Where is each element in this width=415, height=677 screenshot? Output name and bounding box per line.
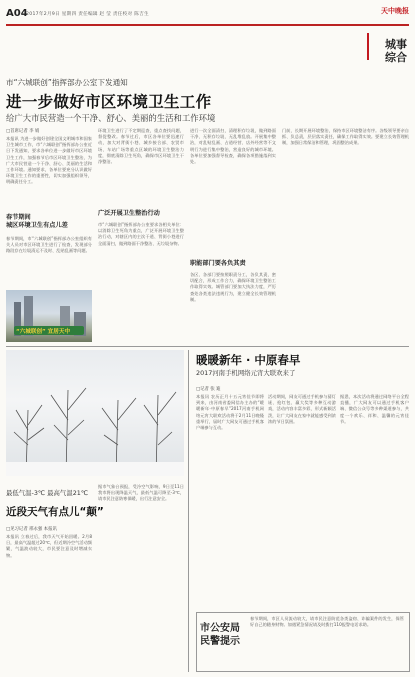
- subsection1-text: 春节期间，市“六城联创”指挥部办公室组织有关人员对市区环境卫生进行了检查，发现部分路段存在垃圾清运不及时、乱贴乱画等问题。: [6, 236, 92, 254]
- police-notice-text: 春节期间，市区人员流动较大，请市民注意防范各类盗窃、诈骗案件的发生，保管好自己的随身财物。如遇紧急情况请及时拨打110报警电话求助。: [250, 616, 404, 628]
- main-subhead: 给广大市民营造一个干净、舒心、美丽的生活和工作环境: [6, 113, 216, 123]
- festival-subtitle: 2017河南手机网络元宵大联欢来了: [196, 369, 296, 377]
- weather-headline: 近段天气有点儿“颠”: [6, 506, 104, 518]
- snow-photo: [6, 350, 184, 476]
- festival-col2: 活动期间，网友可通过手机参与猜灯谜、抢红包、赢大奖等多种互动游戏，活动内容丰富多彩，形式新颖活泼，让广大网友在家中就能感受到浓浓的节日氛围。: [268, 394, 336, 424]
- main-byline: □首席记者 李 娟: [6, 129, 40, 134]
- subsection3-title: 职能部门要各负其责: [190, 260, 246, 267]
- police-notice-title: 市公安局 民警提示: [200, 623, 240, 647]
- subsection1-title: 春节期间 城区环境卫生有点儿差: [6, 214, 68, 229]
- festival-byline: □记者 张 迪: [196, 387, 221, 392]
- festival-col3: 据悉，本次活动将通过网络平台全程直播，广大网友可以通过手机客户端、微信公众号等多种渠道参与，共度一个欢乐、祥和、温馨的元宵佳节。: [340, 394, 409, 424]
- main-col2: 环境卫生进行了不定期巡查，重点查找问题，督促整改。春节过后，市区各单位要迅速行动，加大对背街小巷、城乡接合部、农贸市场、车站广场等重点区域的环境卫生整治力度，彻底清除卫生死角，确保市区环境卫生干净整洁。: [98, 128, 184, 165]
- main-headline: 进一步做好市区环境卫生工作: [6, 93, 212, 111]
- subsection2-text: 市“六城联创”指挥部办公室要求各相关单位：以消除卫生死角为重点，广泛开展环境卫生整治行动，对辖区内的主次干道、背街小巷进行全面清扫，做到路面干净整洁、无垃圾杂物。: [98, 222, 184, 246]
- vertical-divider: [188, 350, 189, 672]
- subsection3-text: 各区、各部门要按照职责分工，各负其责，密切配合，形成工作合力，确保环境卫生整治工作取得实效。城管部门要加大执法力度，严厉查处各类违法违规行为，建立健全长效管理机制。: [190, 272, 276, 302]
- date-line: 2017年2月9日 星期四 责任编辑 赵 莹 责任校对 陈吉生: [26, 12, 149, 17]
- festival-col1: 本报讯 农历正月十五元宵佳节即将到来，由河南省委网信办主办的“暖暖新年·中原春早”2017河南手机网络元宵大联欢活动将于2月11日晚隆重举行，届时广大网友可通过手机客户端参与互动。: [196, 394, 264, 431]
- city-photo: [6, 290, 92, 342]
- main-col3: 进行一次全面清扫，清理积存垃圾，做到路面干净、无积存垃圾、无乱堆乱放。开展集中整治，对乱贴乱画、占道经营、店外经营等不文明行为进行集中整治，营造良好的城市环境。各单位要加强督导检查，确保各项措施落到实处。: [190, 128, 276, 165]
- paper-name: 天中晚报: [381, 7, 409, 15]
- mid-divider: [6, 346, 409, 347]
- weather-temp-range: 最低气温-3℃ 最高气温21℃: [6, 489, 89, 497]
- festival-title: 暖暖新年 · 中原春早: [196, 353, 301, 367]
- photo-banner-text: “六城联创” 宜居天中: [16, 329, 71, 335]
- section-label: 城事综合: [385, 38, 407, 64]
- page-number: A04: [6, 8, 28, 19]
- top-divider: [6, 24, 409, 26]
- main-kicker: 市“六城联创”指挥部办公室下发通知: [6, 78, 128, 87]
- weather-col1: 本报讯 立春过后，我市天气开始回暖。2月8日，最高气温超过20℃，但近期冷空气活动频繁，气温波动较大，市民要注意及时增减衣物。: [6, 534, 92, 558]
- subsection2-title: 广泛开展卫生整治行动: [98, 210, 160, 217]
- main-col4: 门前，长期开展环境整治，保持市区环境整洁有序。各级领导要亲自抓、负总责，层层落实责任，确保工作取得实效。要建立长效管理机制，加强日常保洁和管理，巩固整治成果。: [282, 128, 409, 146]
- weather-byline: □见习记者 邢永强 本报讯: [6, 527, 57, 532]
- snow-trees-graphic: [6, 350, 184, 476]
- weather-col2: 据市气象台预报，受冷空气影响，9日至11日我市将出现降温天气，最低气温可降至-3℃，请市民注意防寒保暖，出行注意安全。: [98, 484, 184, 502]
- main-col1: 本报讯 为进一步做好创建全国文明城市和国家卫生城市工作，市“六城联创”指挥部办公室近日下发通知，要求各单位进一步做好市区环境卫生工作，加强春节后市区环境卫生整治，为广大市民营造一个干净、舒心、美丽的生活和工作环境。通知要求，各单位要充分认识做好环境卫生工作的重要性，切实加强组织领导，明确责任分工。: [6, 136, 92, 185]
